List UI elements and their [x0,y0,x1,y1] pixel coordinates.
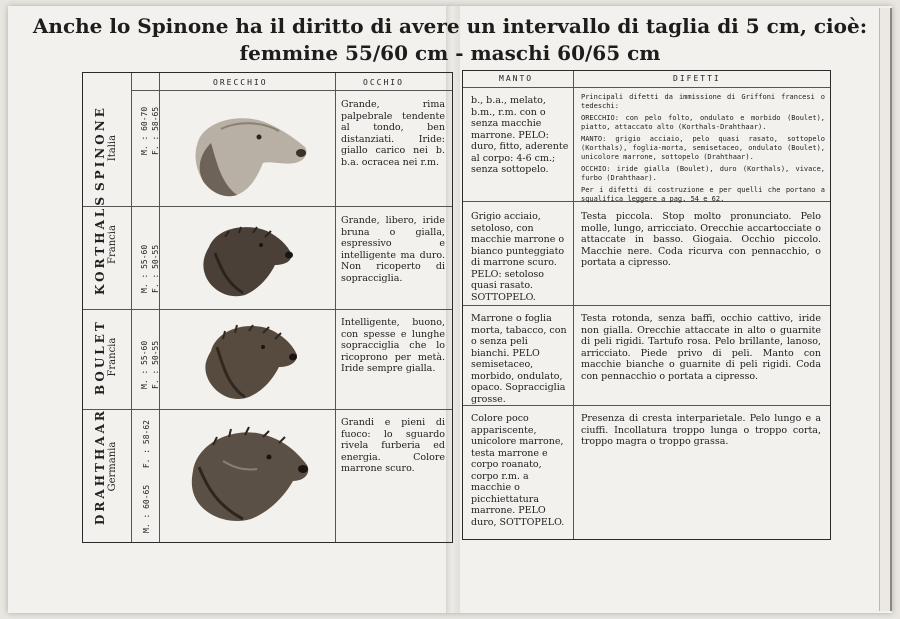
breed-country: Italia [107,134,118,162]
size-female: F. : 50-55 [151,340,160,389]
header-ear: ORECCHIO [213,78,268,87]
size-female: F. : 58-65 [151,106,160,155]
spinone-head-illustration [181,103,311,199]
row-divider [83,309,452,310]
header-divider [131,90,452,91]
header-defects: DIFETTI [673,74,721,83]
breed-country: Germania [107,441,118,492]
eye-description-korthals: Grande, libero, iride bruna o gialla, espressivo e intelligente ma duro. Non ricoperto di sopracciglia. [341,215,445,284]
row-divider [83,206,452,207]
breed-name: SPINONE [93,105,107,191]
breed-name: KORTHALS [93,193,107,295]
coat-korthals: Grigio acciaio, setoloso, con macchie marrone o bianco punteggiato di marrone scuro. PELO: setoloso quasi rasato. SOTTOPELO. [471,211,565,303]
breed-name: BOULET [93,319,107,395]
left-breed-table [82,72,453,543]
defects-intro: Principali difetti da immissione di Griffoni francesi o tedeschi: [581,93,825,110]
size-male: M. : 60-65 [142,484,151,533]
size-male: M. : 55-60 [140,340,149,389]
breed-country: Francia [107,225,118,264]
defects-coat: MANTO: grigio acciaio, pelo quasi rasato, sottopelo (Korthals), foglia-morta, semisetaceo, ondulato (Boulet), unicolore marrone, sottopelo (Drahthaar). [581,135,825,161]
coat-boulet: Marrone o foglia morta, tabacco, con o senza peli bianchi. PELO semisetaceo, morbido, ondulato, opaco. Sopracciglia grosse. [471,313,567,405]
boulet-head-illustration [199,317,299,403]
eye-description-boulet: Intelligente, buono, con spesse e lunghe sopracciglia che lo ricoprono per metà. Iride sempre gialla. [341,317,445,374]
column-divider [335,73,336,542]
size-female: F. : 50-55 [151,244,160,293]
breed-name: DRAHTHAAR [93,408,107,525]
size-boulet [139,341,161,389]
breed-label-boulet [93,319,118,395]
breed-country: Francia [107,337,118,377]
drahthaar-head-illustration [183,421,313,525]
defects-eye: OCCHIO: iride gialla (Boulet), duro (Korthals), vivace, furbo (Drahthaar). [581,165,825,182]
size-spinone [139,107,161,155]
defects-korthals: Testa piccola. Stop molto pronunciato. Pelo molle, lungo, arricciato. Orecchie accartocciate o attaccate in basso. Giogaia. Occhio piccolo. Macchie nere. Coda ricurva con pennacchio, o portata a cipresso. [581,211,821,268]
row-divider [463,405,830,406]
defects-note: Per i difetti di costruzione e per quelli che portano a squalifica leggere a pag. 54 e 62. [581,186,825,203]
defects-boulet: Testa rotonda, senza baffi, occhio cattivo, iride non gialla. Orecchie attaccate in alto o guarnite di peli rigidi. Tartufo rosa. Pelo brillante, lanoso, arricciato. Piede privo di peli. Manto con macchie bianche o guarnite di peli rigidi. Coda con pennacchio o portata a cipresso. [581,313,821,382]
eye-description-spinone: Grande, rima palpebrale tendente al tondo, ben distanziati. Iride: giallo carico nei b. b.a. ocracea nei r.m. [341,99,445,168]
breed-label-spinone [93,105,118,191]
headline-line-2: femmine 55/60 cm - maschi 60/65 cm [239,41,661,65]
row-divider [463,305,830,306]
row-divider [83,409,452,410]
size-drahthaar [141,408,152,533]
size-korthals [139,245,161,293]
header-coat: MANTO [499,74,534,83]
breed-label-korthals [93,194,118,295]
right-breed-table [462,70,831,540]
size-female: F. : 58-62 [142,420,151,469]
coat-spinone: b., b.a., melato, b.m., r.m. con o senza macchie marrone. PELO: duro, fitto, aderente al corpo: 4-6 cm.; senza sottopelo. [471,95,569,175]
header-eye: OCCHIO [363,78,404,87]
defects-ear: ORECCHIO: con pelo folto, ondulato e morbido (Boulet), piatto, attaccato alto (Korthals-Drahthaar). [581,114,825,131]
size-male: M. : 55-60 [140,244,149,293]
page-edges [879,8,892,611]
korthals-head-illustration [195,217,295,299]
defects-drahthaar: Presenza di cresta interparietale. Pelo lungo e a ciuffi. Incollatura troppo lunga o troppo corta, troppo magra o troppo grassa. [581,413,821,447]
column-divider [131,73,132,542]
header-divider [463,87,830,88]
headline-line-1: Anche lo Spinone ha il diritto di avere un intervallo di taglia di 5 cm, cioè: [32,14,868,38]
eye-description-drahthaar: Grandi e pieni di fuoco: lo sguardo rivela furberia ed energia. Colore marrone scuro. [341,417,445,474]
size-male: M. : 60-70 [140,106,149,155]
breed-label-drahthaar [93,408,118,525]
defects-spinone [581,93,825,207]
coat-drahthaar: Colore poco appariscente, unicolore marrone, testa marrone e corpo roanato, corpo r.m. a macchie o picchiettatura marrone. PELO duro, SOTTOPELO. [471,413,565,528]
